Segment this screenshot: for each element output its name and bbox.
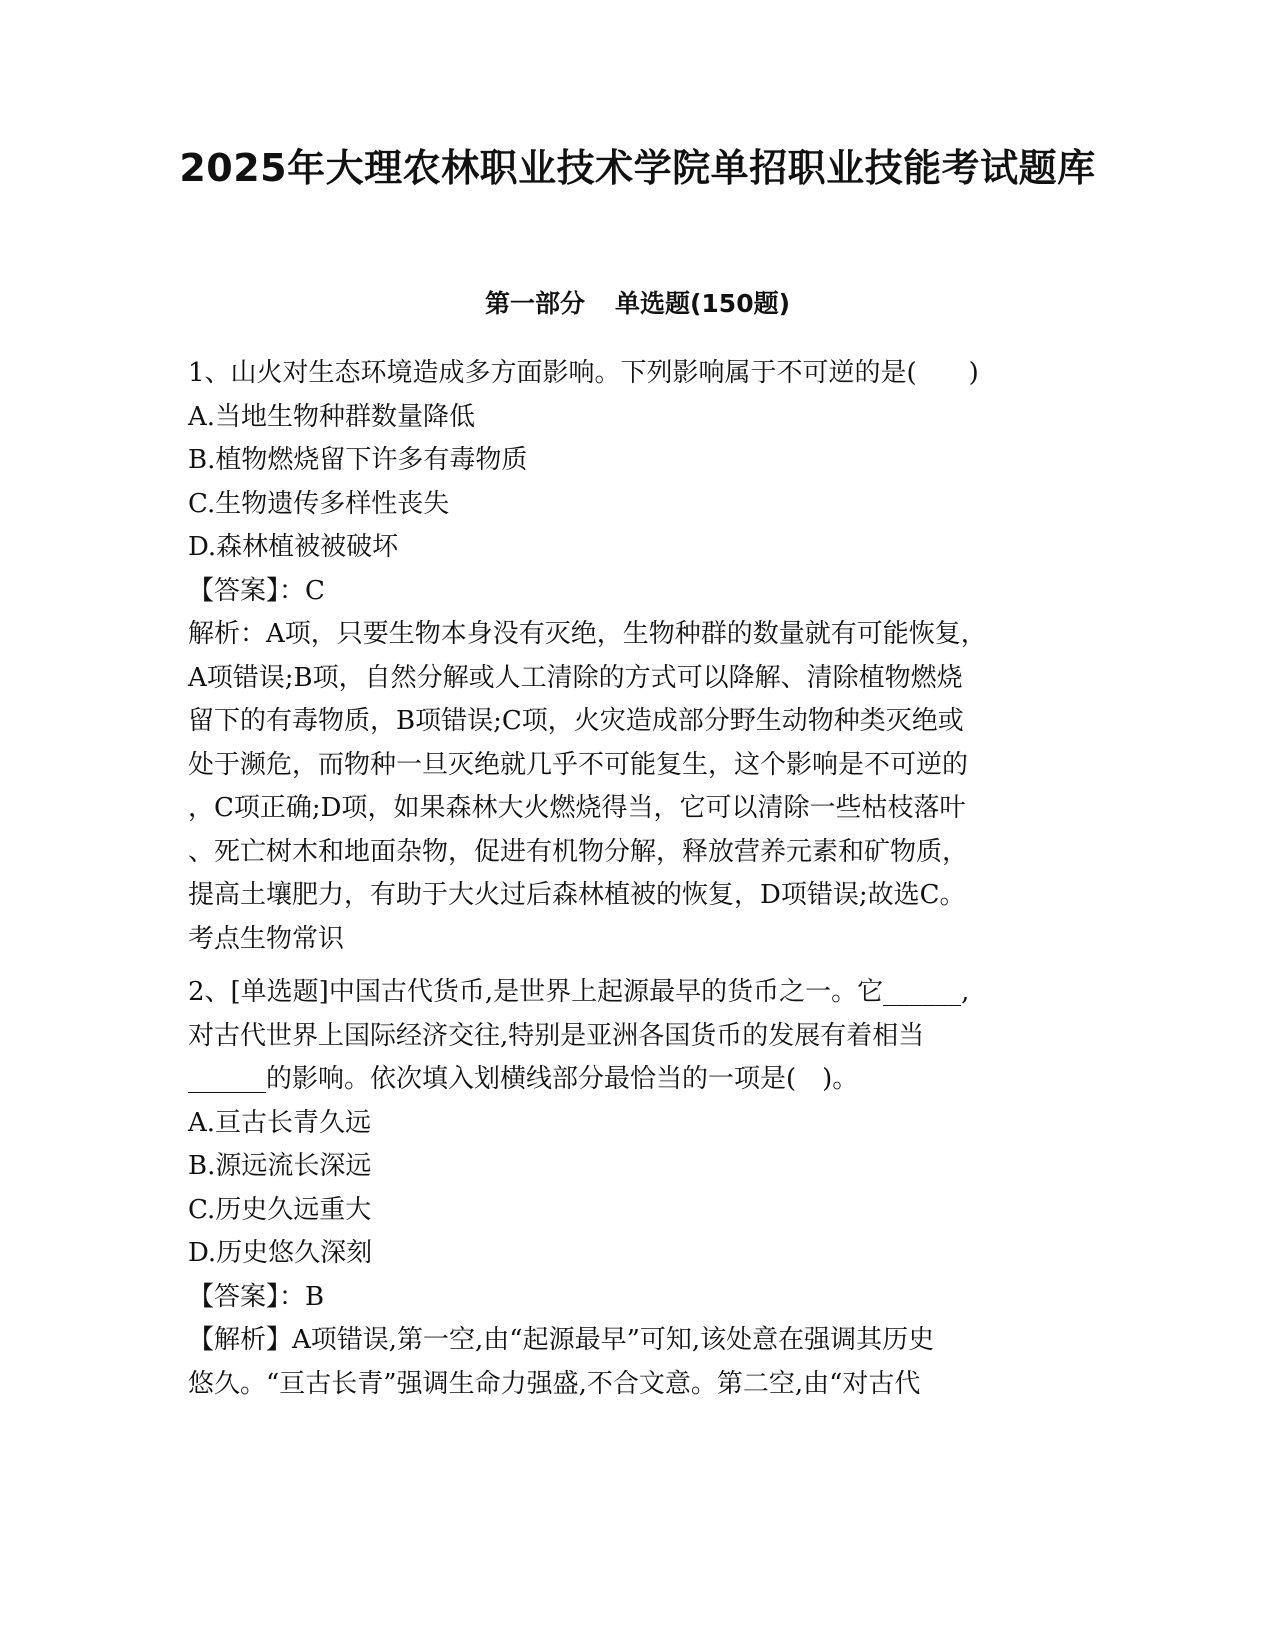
analysis-line: 提高土壤肥力，有助于大火过后森林植被的恢复，D项错误;故选C。 (188, 880, 966, 910)
answer: 【答案】：C (188, 575, 325, 606)
question-2 (188, 971, 1068, 1406)
analysis-line: 考点生物常识 (188, 923, 345, 954)
option-b: B.植物燃烧留下许多有毒物质 (188, 445, 528, 475)
question-list (188, 352, 1068, 1406)
analysis-line: A项错误;B项，自然分解或人工清除的方式可以降解、清除植物燃烧 (188, 662, 963, 693)
analysis-line: 解析：A项，只要生物本身没有灭绝，生物种群的数量就有可能恢复， (188, 619, 987, 649)
analysis-line: ，C项正确;D项，如果森林大火燃烧得当，它可以清除一些枯枝落叶 (188, 793, 966, 823)
analysis-line: 留下的有毒物质，B项错误;C项，火灾造成部分野生动物种类灭绝或 (188, 706, 964, 736)
section-heading (0, 286, 1275, 322)
question-stem: 2、[单选题]中国古代货币,是世界上起源最早的货币之一。它______, (188, 977, 970, 1007)
option-c: C.生物遗传多样性丧失 (188, 488, 450, 519)
page-title: 2025年大理农林职业技术学院单招职业技能考试题库 (179, 146, 1096, 190)
option-d: D.历史悠久深刻 (188, 1238, 373, 1268)
section-name: 单选题(150题) (614, 289, 791, 318)
analysis-line: 【解析】A项错误,第一空,由“起源最早”可知,该处意在强调其历史 (188, 1325, 935, 1355)
answer: 【答案】：B (188, 1281, 325, 1312)
question-stem: ______的影响。依次填入划横线部分最恰当的一项是( )。 (188, 1064, 859, 1094)
option-d: D.森林植被被破坏 (188, 532, 399, 562)
analysis-line: 悠久。“亘古长青”强调生命力强盛,不合文意。第二空,由“对古代 (188, 1368, 921, 1399)
option-b: B.源远流长深远 (188, 1151, 372, 1181)
analysis-line: 处于濒危，而物种一旦灭绝就几乎不可能复生，这个影响是不可逆的 (188, 749, 969, 780)
question-stem: 对古代世界上国际经济交往,特别是亚洲各国货币的发展有着相当 (188, 1020, 925, 1051)
option-a: A.当地生物种群数量降低 (188, 401, 476, 432)
option-a: A.亘古长青久远 (188, 1107, 372, 1138)
question-1 (188, 352, 1068, 961)
analysis-line: 、死亡树木和地面杂物，促进有机物分解，释放营养元素和矿物质， (188, 836, 969, 867)
section-part: 第一部分 (484, 289, 585, 318)
option-c: C.历史久远重大 (188, 1194, 372, 1225)
question-stem: 1、山火对生态环境造成多方面影响。下列影响属于不可逆的是( ) (188, 358, 979, 388)
